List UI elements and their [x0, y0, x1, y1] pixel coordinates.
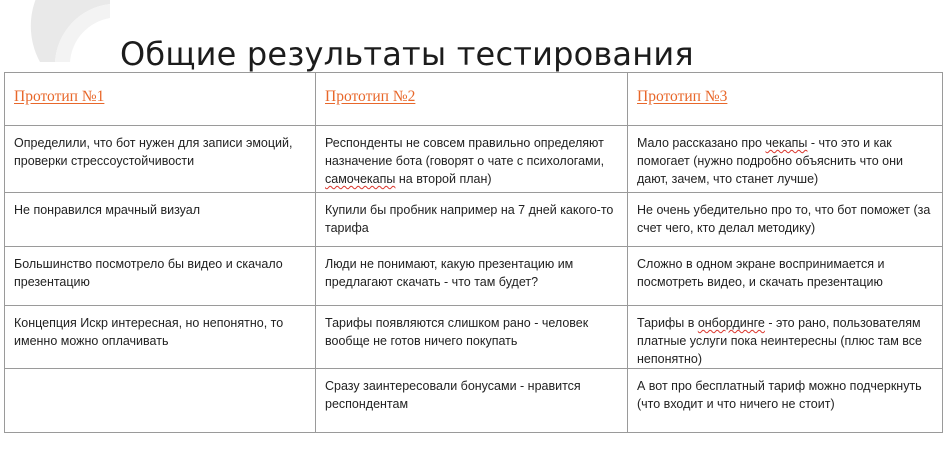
cell-prototype-2: [316, 126, 628, 193]
cell-text: Респонденты не совсем правильно определяют назначение бота (говорят о чате с психологами,: [325, 136, 605, 168]
cell-prototype-2: Люди не понимают, какую презентацию им предлагают скачать - что там будет?: [316, 247, 628, 306]
cell-prototype-1: Концепция Искр интересная, но непонятно, то именно можно оплачивать: [5, 306, 316, 369]
cell-prototype-3: А вот про бесплатный тариф можно подчеркнуть (что входит и что ничего не стоит): [628, 369, 943, 433]
cell-prototype-3: [628, 306, 943, 369]
spellcheck-word: чекапы: [765, 136, 808, 150]
cell-text: - что это и как помогает (нужно подробно объяснить что они дают, зачем, что станет лучше): [637, 136, 903, 186]
cell-prototype-1: Не понравился мрачный визуал: [5, 193, 316, 247]
cell-prototype-3: [628, 126, 943, 193]
table-row: [5, 369, 943, 433]
spellcheck-word: самочекапы: [325, 172, 396, 186]
cell-text: Мало рассказано про: [637, 136, 766, 150]
header-prototype-2: Прототип №2: [316, 73, 628, 126]
table-row: [5, 193, 943, 247]
header-prototype-1: Прототип №1: [5, 73, 316, 126]
header-prototype-3: Прототип №3: [628, 73, 943, 126]
cell-text: Тарифы в: [637, 316, 698, 330]
cell-prototype-2: Тарифы появляются слишком рано - человек вообще не готов ничего покупать: [316, 306, 628, 369]
results-table: [4, 72, 943, 433]
cell-text: - это рано, пользователям платные услуги пока неинтересны (плюс там все непонятно): [637, 316, 923, 366]
page-title: Общие результаты тестирования: [120, 35, 694, 74]
cell-prototype-2: Купили бы пробник например на 7 дней какого-то тарифа: [316, 193, 628, 247]
cell-prototype-3: Сложно в одном экране воспринимается и посмотреть видео, и скачать презентацию: [628, 247, 943, 306]
table-row: [5, 126, 943, 193]
cell-prototype-3: Не очень убедительно про то, что бот поможет (за счет чего, кто делал методику): [628, 193, 943, 247]
cell-prototype-1: [5, 369, 316, 433]
table-header-row: [5, 73, 943, 126]
cell-text: на второй план): [395, 172, 492, 186]
cell-prototype-1: Большинство посмотрело бы видео и скачало презентацию: [5, 247, 316, 306]
spellcheck-word: онбординге: [697, 316, 765, 330]
cell-prototype-2: Сразу заинтересовали бонусами - нравится респондентам: [316, 369, 628, 433]
cell-prototype-1: Определили, что бот нужен для записи эмоций, проверки стрессоустойчивости: [5, 126, 316, 193]
corner-decoration: [0, 0, 110, 62]
table-row: [5, 306, 943, 369]
table-row: [5, 247, 943, 306]
